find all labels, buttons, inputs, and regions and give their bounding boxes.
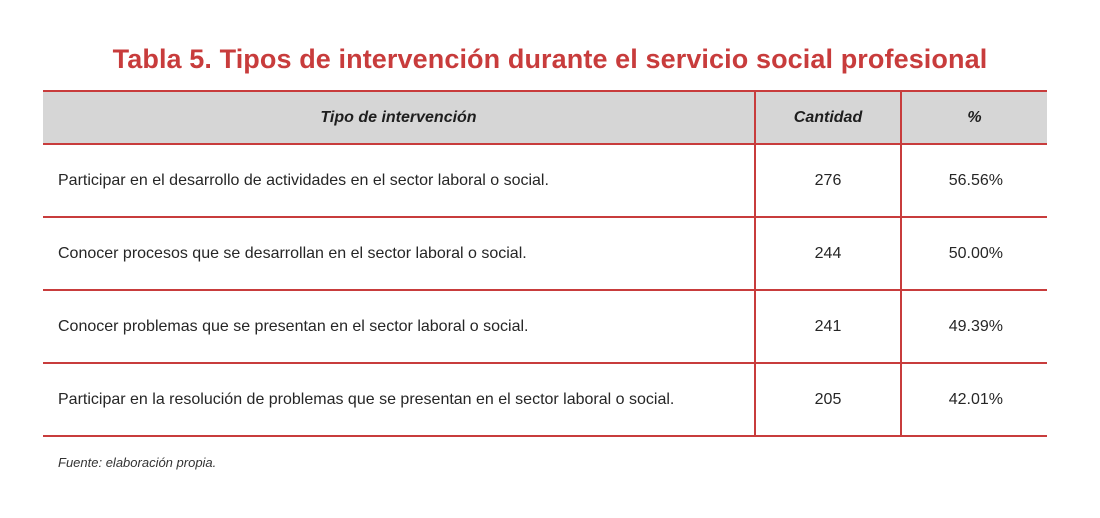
column-header-tipo: Tipo de intervención — [43, 91, 755, 144]
cell-porcentaje: 50.00% — [901, 217, 1047, 290]
intervention-table — [43, 90, 1047, 437]
cell-cantidad: 205 — [755, 363, 901, 436]
cell-tipo: Participar en la resolución de problemas que se presentan en el sector laboral o social. — [43, 363, 755, 436]
column-header-porcentaje: % — [901, 91, 1047, 144]
source-note: Fuente: elaboración propia. — [58, 455, 217, 470]
column-header-cantidad: Cantidad — [755, 91, 901, 144]
cell-cantidad: 244 — [755, 217, 901, 290]
cell-porcentaje: 42.01% — [901, 363, 1047, 436]
table-title: Tabla 5. Tipos de intervención durante el servicio social profesional — [112, 44, 988, 74]
cell-tipo: Participar en el desarrollo de actividades en el sector laboral o social. — [43, 144, 755, 217]
cell-porcentaje: 49.39% — [901, 290, 1047, 363]
cell-cantidad: 276 — [755, 144, 901, 217]
table-row — [43, 217, 1047, 290]
cell-tipo: Conocer procesos que se desarrollan en el sector laboral o social. — [43, 217, 755, 290]
table-row — [43, 290, 1047, 363]
table-row — [43, 363, 1047, 436]
cell-tipo: Conocer problemas que se presentan en el sector laboral o social. — [43, 290, 755, 363]
cell-porcentaje: 56.56% — [901, 144, 1047, 217]
table-header-row — [43, 91, 1047, 144]
table-row — [43, 144, 1047, 217]
cell-cantidad: 241 — [755, 290, 901, 363]
